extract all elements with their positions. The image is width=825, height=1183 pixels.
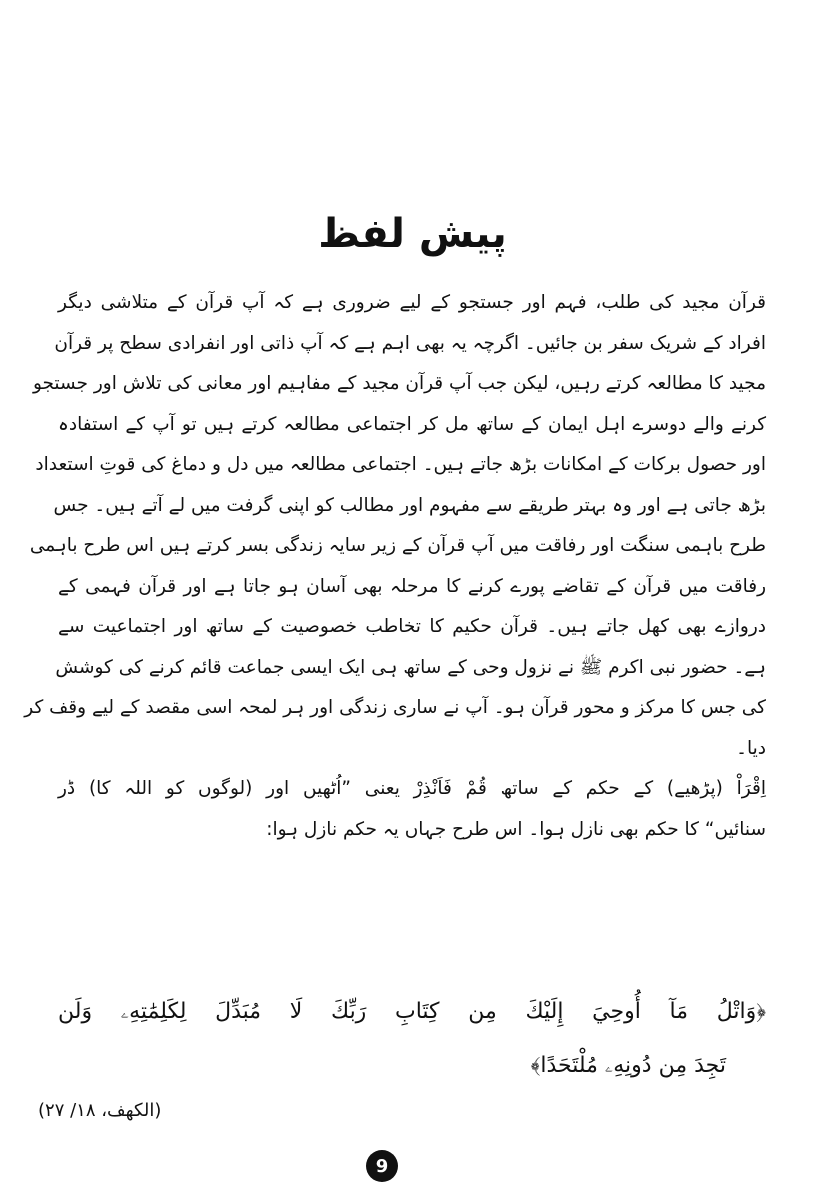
paragraph-line: کرنے والے دوسرے اہل ایمان کے ساتھ مل کر اجتماعی مطالعہ کرتے ہیں تو آپ کے استفادہ bbox=[58, 413, 766, 435]
paragraph-line: سنائیں“ کا حکم بھی نازل ہوا۔ اس طرح جہاں یہ حکم نازل ہوا: bbox=[266, 818, 766, 840]
paragraph-line: اِقْرَاْ (پڑھیے) کے حکم کے ساتھ قُمْ فَاَنْذِرْ یعنی ”اُٹھیں اور (لوگوں کو اللہ کا) ڈر bbox=[58, 778, 766, 799]
verse-reference: (الکھف، ۱۸/ ۲۷) bbox=[38, 1100, 162, 1121]
body-text bbox=[24, 283, 766, 850]
paragraph-line: ہے۔ حضور نبی اکرم ﷺ نے نزول وحی کے ساتھ ہی ایک ایسی جماعت قائم کرنے کی کوشش bbox=[55, 656, 766, 678]
quran-verse bbox=[58, 985, 766, 1093]
paragraph-line: اور حصول برکات کے امکانات بڑھ جاتے ہیں۔ اجتماعی مطالعہ میں دل و دماغ کی قوتِ استعداد bbox=[35, 454, 766, 475]
paragraph-line: دیا۔ bbox=[736, 737, 766, 759]
verse-line: ﴿وَاتْلُ مَآ أُوحِيَ إِلَيْكَ مِن كِتَابِ رَبِّكَ لَا مُبَدِّلَ لِكَلِمَٰتِهِۦ وَلَن bbox=[58, 999, 766, 1024]
page-title: پیش لفظ bbox=[318, 211, 507, 257]
verse-line: تَجِدَ مِن دُونِهِۦ مُلْتَحَدًا﴾ bbox=[530, 1053, 726, 1078]
paragraph-line: قرآن مجید کی طلب، فہم اور جستجو کے لیے ضروری ہے کہ آپ قرآن کے متلاشی دیگر bbox=[58, 292, 766, 313]
paragraph-line: مجید کا مطالعہ کرتے رہیں، لیکن جب آپ قرآن مجید کے مفاہیم اور معانی کی تلاش اور جستجو bbox=[32, 373, 766, 394]
paragraph-line: کی جس کا مرکز و محور قرآن ہو۔ آپ نے ساری زندگی اور ہر لمحہ اسی مقصد کے لیے وقف کر bbox=[24, 697, 766, 718]
paragraph-line: بڑھ جاتی ہے اور وہ بہتر طریقے سے مفہوم اور مطالب کو اپنی گرفت میں لے آتے ہیں۔ جس bbox=[53, 494, 766, 516]
paragraph-line: رفاقت میں قرآن کے تقاضے پورے کرنے کا مرحلہ بھی آسان ہو جاتا ہے اور قرآن فہمی کے bbox=[58, 575, 766, 597]
page-number: 9 bbox=[366, 1150, 398, 1182]
paragraph-line: طرح باہمی سنگت اور رفاقت میں آپ قرآن کے زیر سایہ زندگی بسر کرتے ہیں اس طرح باہمی bbox=[29, 535, 766, 556]
paragraph-line: افراد کے شریک سفر بن جائیں۔ اگرچہ یہ بھی اہم ہے کہ آپ ذاتی اور انفرادی سطح پر قرآن bbox=[54, 332, 766, 354]
paragraph-line: دروازے بھی کھل جاتے ہیں۔ قرآن حکیم کا تخاطب خصوصیت کے ساتھ اور اجتماعیت سے bbox=[58, 616, 766, 637]
